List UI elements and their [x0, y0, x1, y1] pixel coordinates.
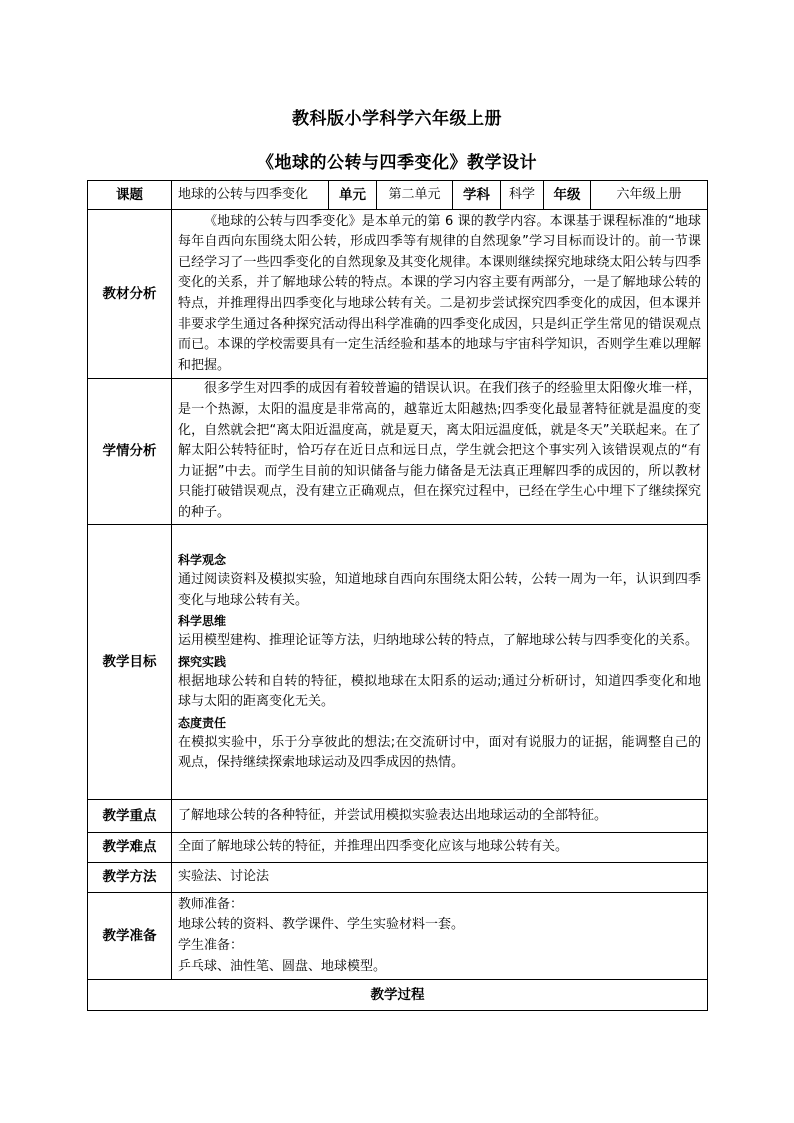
- process-heading: 教学过程: [88, 980, 708, 1011]
- methods-row: [88, 863, 708, 893]
- unit-value: 第二单元: [377, 181, 453, 210]
- objective-heading: 探究实践: [178, 654, 227, 669]
- teacher-prep-items: 地球公转的资料、教学课件、学生实验材料一套。: [178, 917, 465, 933]
- objective-text: 在模拟实验中，乐于分享彼此的想法;在交流研讨中，面对有说服力的证据，能调整自己的观点，保持继续探索地球运动及四季成因的热情。: [178, 734, 701, 771]
- methods-text: 实验法、讨论法: [172, 863, 708, 893]
- objective-text: 通过阅读资料及模拟实验，知道地球自西向东围绕太阳公转，公转一周为一年，认识到四季变化与地球公转有关。: [178, 571, 701, 608]
- document-title: 教科版小学科学六年级上册: [292, 109, 502, 129]
- process-row: [88, 980, 708, 1011]
- student-analysis-label: 学情分析: [88, 379, 172, 525]
- header-row: [88, 181, 708, 210]
- key-points-text: 了解地球公转的各种特征，并尝试用模拟实验表达出地球运动的全部特征。: [172, 800, 708, 833]
- objectives-content: [172, 525, 708, 800]
- preparation-label: 教学准备: [88, 893, 172, 980]
- objectives-row: [88, 525, 708, 800]
- difficulties-text: 全面了解地球公转的特征，并推理出四季变化应该与地球公转有关。: [172, 833, 708, 863]
- objective-heading: 态度责任: [178, 715, 227, 730]
- lesson-title: 《地球的公转与四季变化》教学设计: [257, 153, 537, 173]
- student-analysis-text: 很多学生对四季的成因有着较普遍的错误认识。在我们孩子的经验里太阳像火堆一样，是一个热源，太阳的温度是非常高的，越靠近太阳越热;四季变化最显著特征就是温度的变化，自然就会把“离太阳近温度高，就是夏天，离太阳远温度低，就是冬天”关联起来。在了解太阳公转特征时，恰巧存在近日点和远日点，学生就会把这个事实列入该错误观点的“有力证据”中去。而学生目前的知识储备与能力储备是无法真正理解四季的成因的，所以教材只能打破错误观点，没有建立正确观点，但在探究过程中，已经在学生心中埋下了继续探究的种子。: [172, 379, 708, 525]
- objective-text: 运用模型建构、推理论证等方法，归纳地球公转的特点，了解地球公转与四季变化的关系。: [178, 633, 699, 649]
- teacher-prep-heading: 教师准备：: [178, 896, 244, 912]
- material-analysis-label: 教材分析: [88, 210, 172, 379]
- student-prep-items: 乒乓球、油性笔、圆盘、地球模型。: [178, 958, 387, 974]
- grade-value: 六年级上册: [591, 181, 708, 210]
- difficulties-label: 教学难点: [88, 833, 172, 863]
- topic-label: 课题: [88, 181, 172, 210]
- difficulties-row: [88, 833, 708, 863]
- material-analysis-text: 《地球的公转与四季变化》是本单元的第 6 课的教学内容。本课基于课程标准的“地球每年自西向东围绕太阳公转，形成四季等有规律的自然现象”学习目标而设计的。前一节课已经学习了一些四季变化的自然现象及其变化规律。本课则继续探究地球绕太阳公转与四季变化的关系，并了解地球公转的特点。本课的学习内容主要有两部分，一是了解地球公转的特点，并推理得出四季变化与地球公转有关。二是初步尝试探究四季变化的成因，但本课并非要求学生通过各种探究活动得出科学准确的四季变化成因，只是纠正学生常见的错误观点而已。本课的学校需要具有一定生活经验和基本的地球与宇宙科学知识，否则学生难以理解和把握。: [172, 210, 708, 379]
- unit-label: 单元: [329, 181, 377, 210]
- preparation-content: [172, 893, 708, 980]
- methods-label: 教学方法: [88, 863, 172, 893]
- lesson-plan-table: [87, 180, 708, 1011]
- material-analysis-row: [88, 210, 708, 379]
- student-analysis-row: [88, 379, 708, 525]
- subject-label: 学科: [453, 181, 501, 210]
- key-points-label: 教学重点: [88, 800, 172, 833]
- key-points-row: [88, 800, 708, 833]
- topic-value: 地球的公转与四季变化: [172, 181, 329, 210]
- grade-label: 年级: [544, 181, 591, 210]
- preparation-row: [88, 893, 708, 980]
- objective-text: 根据地球公转和自转的特征，模拟地球在太阳系的运动;通过分析研讨，知道四季变化和地球与太阳的距离变化无关。: [178, 673, 701, 710]
- subject-value: 科学: [501, 181, 544, 210]
- objective-heading: 科学思维: [178, 614, 227, 629]
- objective-heading: 科学观念: [178, 552, 227, 567]
- objectives-label: 教学目标: [88, 525, 172, 800]
- student-prep-heading: 学生准备：: [178, 938, 244, 953]
